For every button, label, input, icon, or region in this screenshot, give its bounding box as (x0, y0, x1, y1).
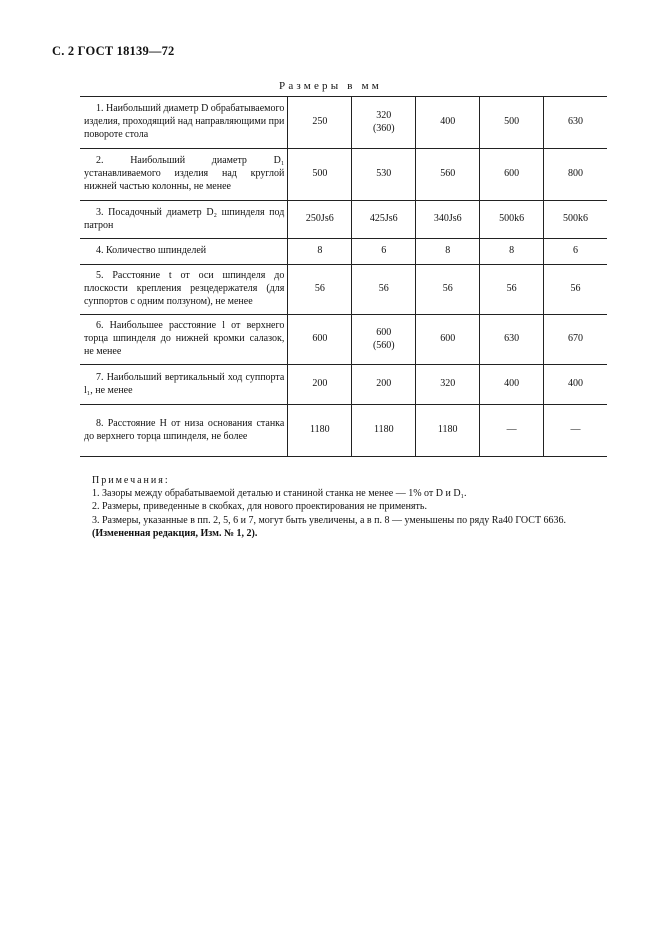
parameter-label: 6. Наибольшее расстояние l от верхнего торца шпинделя до нижней кромки салазок, не менее (84, 320, 285, 357)
value-cell: 1180 (288, 405, 352, 457)
value-cell: 600 (416, 315, 480, 365)
value-cell: 1180 (416, 405, 480, 457)
value-cell: 500 (288, 149, 352, 201)
note-item: 2. Размеры, приведенные в скобках, для нового проектирования не применять. (92, 501, 427, 513)
notes-section (80, 474, 610, 540)
parameter-cell (80, 365, 288, 405)
parameter-label: 3. Посадочный диаметр D₂ шпинделя под патрон (84, 206, 285, 231)
value-cell: 56 (480, 265, 544, 315)
value-cell: 6 (352, 239, 416, 265)
value-cell: 630 (544, 97, 607, 149)
value-cell: — (480, 405, 544, 457)
value-cell: 250 (288, 97, 352, 149)
value-cell: 320 (360) (352, 97, 416, 149)
units-caption: Размеры в мм (279, 80, 382, 92)
value-cell: 670 (544, 315, 607, 365)
parameter-label: 2. Наибольший диаметр D₁ устанавливаемого изделия над круглой нижней частью колонны, не менее (84, 155, 285, 192)
parameter-cell (80, 315, 288, 365)
value-cell: 56 (288, 265, 352, 315)
value-cell: 340Js6 (416, 201, 480, 239)
parameter-label: 4. Количество шпинделей (96, 245, 207, 257)
value-cell: 400 (480, 365, 544, 405)
value-cell: 250Js6 (288, 201, 352, 239)
value-cell: 320 (416, 365, 480, 405)
value-cell: 560 (416, 149, 480, 201)
value-cell: 8 (480, 239, 544, 265)
value-cell: 600 (288, 315, 352, 365)
value-cell: 400 (544, 365, 607, 405)
table-row (80, 149, 607, 201)
table-row (80, 239, 607, 265)
table-row (80, 365, 607, 405)
value-cell: 1180 (352, 405, 416, 457)
parameter-cell (80, 239, 288, 265)
parameter-label: 5. Расстояние t от оси шпинделя до плоскости крепления резцедержателя (для суппортов с одним ползуном), не менее (84, 270, 285, 307)
value-cell: 425Js6 (352, 201, 416, 239)
note-item: 1. Зазоры между обрабатываемой деталью и станиной станка не менее — 1% от D и D₁. (92, 488, 467, 500)
parameter-label: 1. Наибольший диаметр D обрабатываемого изделия, проходящий над направляющими при повороте стола (84, 103, 285, 140)
note-item: 3. Размеры, указанные в пп. 2, 5, 6 и 7, могут быть увеличены, а в п. 8 — уменьшены по ряду Ra40 ГОСТ 6636. (92, 514, 567, 526)
page-header: С. 2 ГОСТ 18139—72 (52, 44, 175, 58)
value-cell: 8 (416, 239, 480, 265)
value-cell: 56 (544, 265, 607, 315)
parameter-label: 8. Расстояние H от низа основания станка до верхнего торца шпинделя, не более (84, 417, 285, 442)
value-cell: 400 (416, 97, 480, 149)
edition-note: (Измененная редакция, Изм. № 1, 2). (92, 527, 258, 539)
value-cell: — (544, 405, 607, 457)
value-cell: 600 (560) (352, 315, 416, 365)
value-cell: 8 (288, 239, 352, 265)
value-cell: 500k6 (544, 201, 607, 239)
value-cell: 630 (480, 315, 544, 365)
value-cell: 800 (544, 149, 607, 201)
value-cell: 200 (352, 365, 416, 405)
parameter-label: 7. Наибольший вертикальный ход суппорта l₁, не менее (84, 371, 285, 396)
parameter-cell (80, 265, 288, 315)
value-cell: 200 (288, 365, 352, 405)
table-row (80, 405, 607, 457)
value-cell: 56 (416, 265, 480, 315)
parameter-cell (80, 97, 288, 149)
parameter-cell (80, 149, 288, 201)
value-cell: 530 (352, 149, 416, 201)
table-row (80, 265, 607, 315)
value-cell: 56 (352, 265, 416, 315)
parameter-cell (80, 201, 288, 239)
table-row (80, 315, 607, 365)
table-row (80, 201, 607, 239)
value-cell: 600 (480, 149, 544, 201)
notes-title: Примечания: (92, 475, 170, 486)
value-cell: 500 (480, 97, 544, 149)
specifications-table (80, 96, 607, 457)
table-row (80, 97, 607, 149)
parameter-cell (80, 405, 288, 457)
value-cell: 6 (544, 239, 607, 265)
value-cell: 500k6 (480, 201, 544, 239)
